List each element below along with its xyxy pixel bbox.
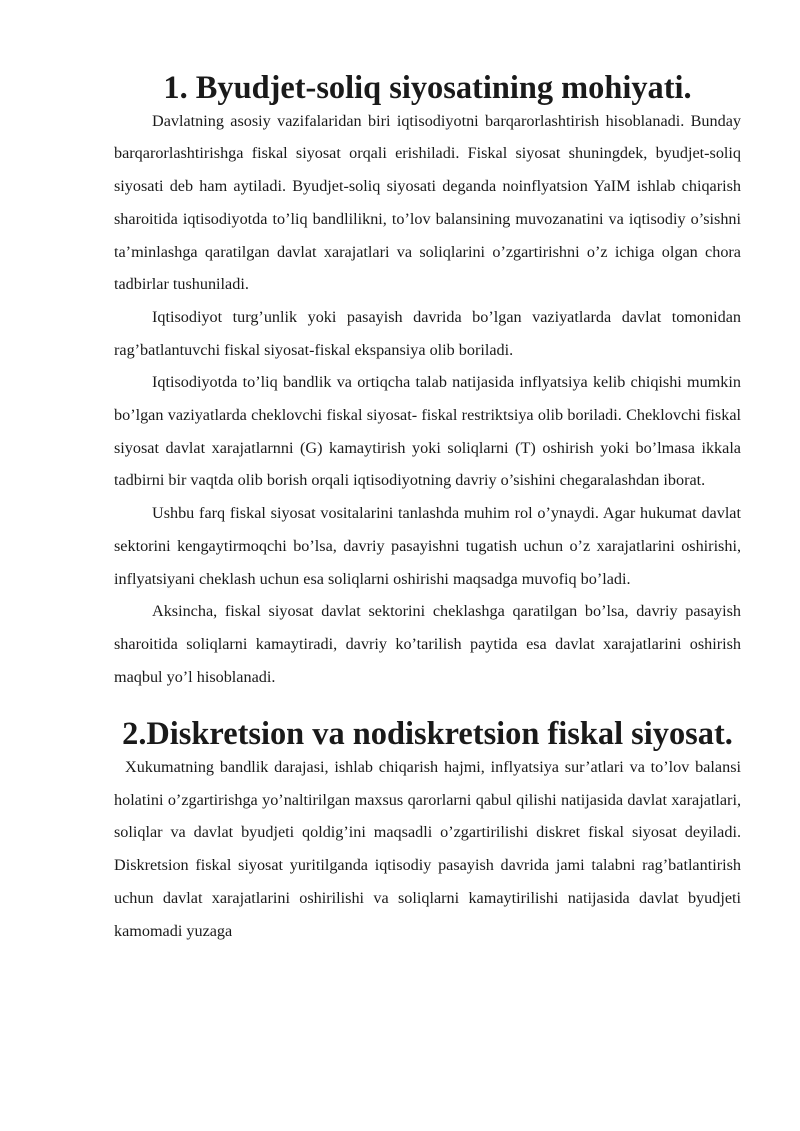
section-1-paragraph-1: Davlatning asosiy vazifalaridan biri iqtisodiyotni barqarorlashtirish hisoblanadi. Bunday barqarorlashtirishga fiskal siyosat orqali erishiladi. Fiskal siyosat shuningdek, byudjet-soliq siyosati deb ham aytiladi. Byudjet-soliq siyosati deganda noinflyatsion YaIM ishlab chiqarish sharoitida iqtisodiyotda to’liq bandlilikni, to’lov balansining muvozanatini va iqtisodiy o’sishni ta’minlashga qaratilgan davlat xarajatlari va soliqlarini o’zgartirishni o’z ichiga olgan chora tadbirlar tushuniladi.: [114, 111, 741, 294]
section-spacer: [114, 693, 741, 718]
document-page: [114, 72, 741, 947]
section-1-paragraph-5: Aksincha, fiskal siyosat davlat sektorini cheklashga qaratilgan bo’lsa, davriy pasayish sharoitida soliqlarni kamaytiradi, davriy ko’tarilish paytida esa davlat xarajatlarini oshirish maqbul yo’l hisoblanadi.: [114, 602, 741, 686]
section-2-title: 2.Diskretsion va nodiskretsion fiskal siyosat.: [122, 716, 733, 753]
section-2-paragraph-1: Xukumatning bandlik darajasi, ishlab chiqarish hajmi, inflyatsiya sur’atlari va to’lov balansi holatini o’zgartirishga yo’naltirilgan maxsus qarorlarni qabul qilishi natijasida davlat xarajatlari, soliqlar va davlat byudjeti qoldig’ini maqsadli o’zgartirilishi diskret fiskal siyosat deyiladi. Diskretsion fiskal siyosat yuritilganda iqtisodiy pasayish davrida jami talabni rag’batlantirish uchun davlat xarajatlarini oshirilishi va soliqlarni kamaytirilishi natijasida davlat byudjeti kamomadi yuzaga: [114, 758, 741, 940]
section-1-title: 1. Byudjet-soliq siyosatining mohiyati.: [163, 70, 692, 106]
section-1-paragraph-4: Ushbu farq fiskal siyosat vositalarini tanlashda muhim rol o’ynaydi. Agar hukumat davlat sektorini kengaytirmoqchi bo’lsa, davriy pasayishni tugatish uchun o’z xarajatlarini oshirishi, inflyatsiyani cheklash uchun esa soliqlarni oshirishi maqsadga muvofiq bo’ladi.: [114, 504, 741, 588]
section-1-paragraph-3: Iqtisodiyotda to’liq bandlik va ortiqcha talab natijasida inflyatsiya kelib chiqishi mumkin bo’lgan vaziyatlarda cheklovchi fiskal siyosat- fiskal restriktsiya olib boriladi. Cheklovchi fiskal siyosat davlat xarajatlarnni (G) kamaytirish yoki soliqlarni (T) oshirish yoki bo’lmasa ikkala tadbirni bir vaqtda olib borish orqali iqtisodiyotning davriy o’sishini chegaralashdan iborat.: [114, 373, 741, 490]
section-1-paragraph-2: Iqtisodiyot turg’unlik yoki pasayish davrida bo’lgan vaziyatlarda davlat tomonidan rag’batlantuvchi fiskal siyosat-fiskal ekspansiya olib boriladi.: [114, 307, 741, 359]
